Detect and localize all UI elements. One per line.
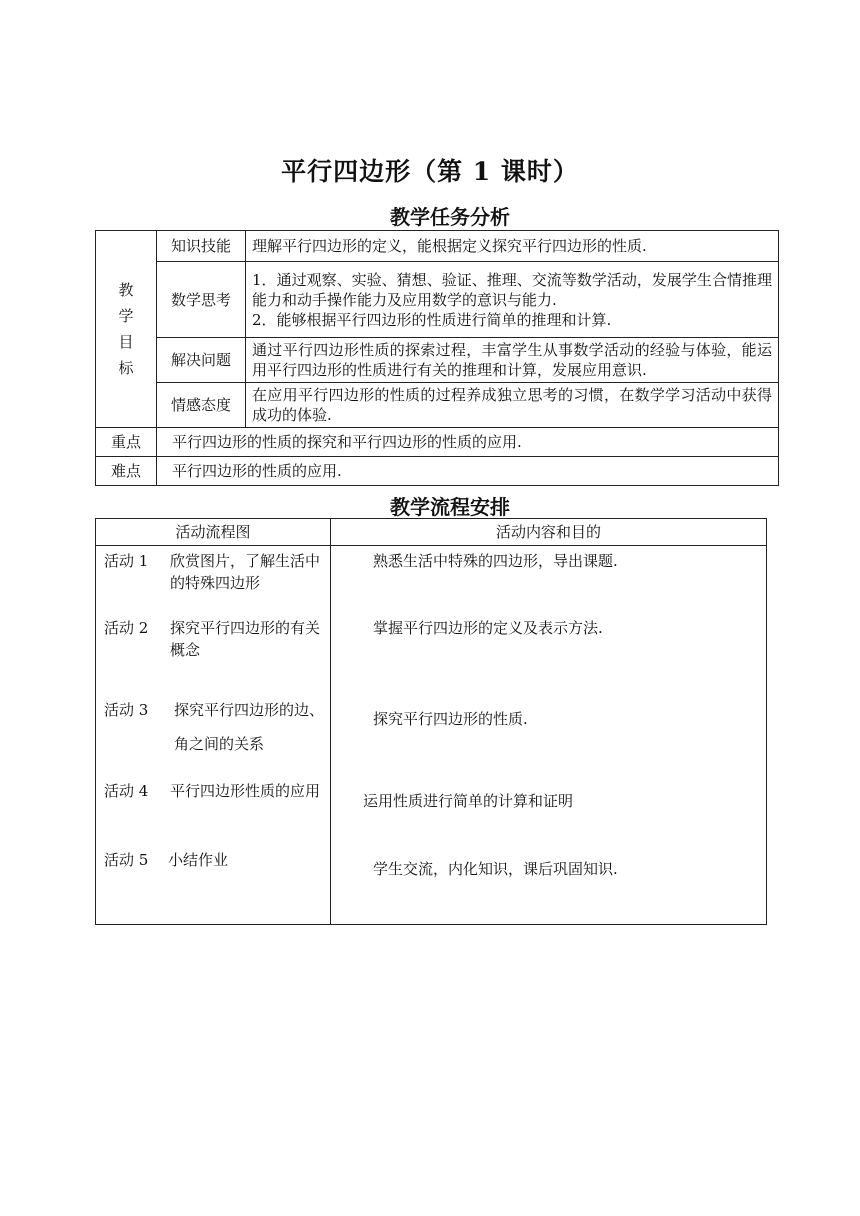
difficulty-text: 平行四边形的性质的应用. — [157, 457, 779, 486]
activity-aim: 学生交流，内化知识，课后巩固知识. — [373, 860, 618, 878]
activity-aim: 熟悉生活中特殊的四边形，导出课题. — [373, 552, 618, 570]
goal-category-knowledge: 知识技能 — [157, 231, 246, 262]
teaching-goals-label: 教 学 目 标 — [96, 231, 157, 428]
activity-aim: 掌握平行四边形的定义及表示方法. — [373, 619, 603, 637]
goal-category-math-thinking: 数学思考 — [157, 262, 246, 338]
flow-header-right: 活动内容和目的 — [331, 519, 767, 546]
flow-header-left: 活动流程图 — [96, 519, 331, 546]
section-title-flow: 教学流程安排 — [390, 495, 510, 519]
goal-category-attitude: 情感态度 — [157, 383, 246, 428]
goal-text-attitude: 在应用平行四边形的性质的过程养成独立思考的习惯，在数学学习活动中获得成功的体验. — [246, 383, 779, 428]
key-point-text: 平行四边形的性质的探究和平行四边形的性质的应用. — [157, 428, 779, 457]
page-title: 平行四边形（第 1 课时） — [281, 157, 579, 186]
key-point-label: 重点 — [96, 428, 157, 457]
goal-text-problem-solving: 通过平行四边形性质的探索过程，丰富学生从事数学活动的经验与体验，能运用平行四边形的性质进行有关的推理和计算，发展应用意识. — [246, 338, 779, 383]
goal-text-knowledge: 理解平行四边形的定义，能根据定义探究平行四边形的性质. — [246, 231, 779, 262]
section-title-task-analysis: 教学任务分析 — [390, 205, 510, 229]
difficulty-label: 难点 — [96, 457, 157, 486]
activity-flow-column: 活动 1 欣赏图片，了解生活中的特殊四边形 活动 2 探究平行四边形的有关概念 活动 3 探究平行四边形的边、角之间的关系 活动 4 平行四边形性质的应用 活动 5 小结作业 — [96, 546, 331, 925]
goal-category-problem-solving: 解决问题 — [157, 338, 246, 383]
goal-text-math-thinking: 1．通过观察、实验、猜想、验证、推理、交流等数学活动，发展学生合情推理能力和动手操作能力及应用数学的意识与能力. 2．能够根据平行四边形的性质进行简单的推理和计算. — [246, 262, 779, 338]
teaching-flow-table — [95, 518, 767, 925]
task-analysis-table — [95, 230, 779, 486]
activity-aim-column — [331, 546, 767, 925]
activity-aim: 运用性质进行简单的计算和证明 — [363, 792, 574, 810]
activity-aim: 探究平行四边形的性质. — [373, 710, 528, 728]
